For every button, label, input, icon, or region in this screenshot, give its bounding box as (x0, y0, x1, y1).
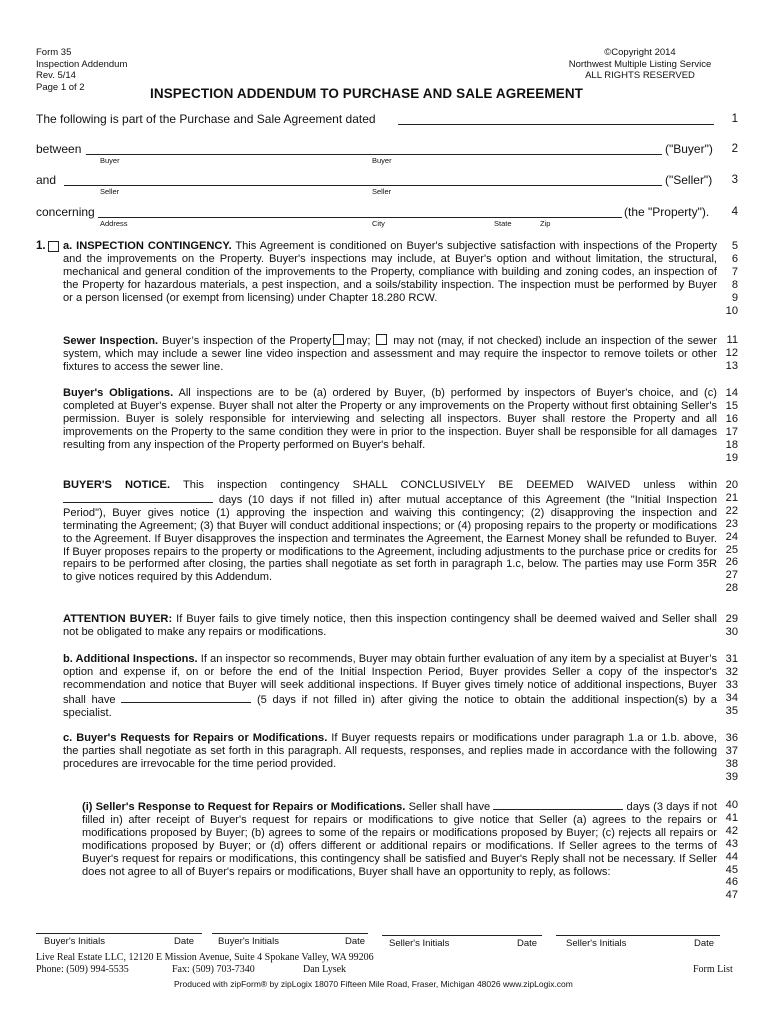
produced-by: Produced with zipForm® by zipLogix 18070 Fifteen Mile Road, Fraser, Michigan 48026 www.zipLogix.com (174, 979, 573, 989)
line-number: 22 (725, 504, 738, 517)
copyright: ©Copyright 2014 (604, 47, 676, 58)
buyer-obligations-paragraph: Buyer's Obligations. All inspections are to be (a) ordered by Buyer, (b) performed by inspectors of Buyer's choice, and (c) completed at Buyer's expense. Buyer shall not alter the Property or any improvements on the Property without first obtaining Seller's permission. Buyer is solely responsible for interviewing and selecting all inspectors. Buyer shall restore the Property and all improvements on the Property to the same condition they were in prior to the inspection. Buyer shall be responsible for all damages resulting from any inspection of the Property performed on Buyer's behalf. (63, 387, 717, 451)
line-number: 34 (725, 691, 738, 704)
property-suffix: (the "Property"). (624, 205, 710, 219)
sub-label-seller: Seller (372, 187, 392, 196)
line-number: 15 (725, 399, 738, 412)
office-phone: Phone: (509) 994-5535 (36, 964, 129, 975)
buyer-initials-field-2[interactable] (212, 933, 368, 934)
buyer-initials-label: Buyer's Initials (44, 936, 105, 947)
line-number: 5 (731, 240, 738, 252)
line-number: 2 (731, 143, 738, 155)
page-indicator: Page 1 of 2 (36, 81, 85, 93)
seller-suffix: ("Seller") (665, 173, 713, 187)
notice-days-field[interactable] (63, 492, 213, 503)
line-number: 1 (731, 113, 738, 125)
additional-inspections-paragraph: b. Additional Inspections. If an inspector so recommends, Buyer may obtain further evaluation of any item by a specialist at Buyer’s option and expense if, on or before the end of the Initial Inspection Period, Buyer provides Seller a copy of the inspector's recommendation and notice that Buyer will seek additional inspections. If Buyer gives timely notice of additional inspections, Buyer shall have (5 days if not filled in) after giving the notice to obtain the additional inspection(s) by a specialist. (63, 653, 717, 719)
line-number: 6 (731, 252, 738, 265)
state-field[interactable] (490, 217, 536, 218)
address-field[interactable] (98, 217, 368, 218)
inspection-contingency-paragraph (63, 240, 717, 305)
date-label: Date (694, 938, 715, 949)
line-number: 33 (725, 678, 738, 691)
and-label: and (36, 173, 57, 187)
buyer-initials-label: Buyer's Initials (218, 936, 279, 947)
date-label: Date (174, 936, 195, 947)
buyer-initials-field-1[interactable] (36, 933, 202, 934)
line-numbers (708, 240, 738, 317)
section-text: This Agreement is conditioned on Buyer's subjective satisfaction with inspections of the Property and the improvements on the Property. Buyer's inspections may include, at Buyer's option and without limitation, the structural, mechanical and general condition of the improvements to the Property, compliance with building and zoning codes, an inspection of the Property for hazardous materials, a pest inspection, and a soils/stability inspection. The inspection must be performed by Buyer or a person licensed (or exempt from licensing) under Chapter 18.280 RCW. (63, 240, 717, 304)
date-label: Date (517, 938, 538, 949)
sub-label-zip: Zip (540, 219, 551, 228)
sewer-may-not-checkbox[interactable] (376, 334, 387, 345)
seller-initials-field-1[interactable] (382, 935, 542, 936)
form-info (36, 47, 127, 93)
seller-response-days-field[interactable] (493, 799, 623, 810)
section-heading: b. Additional Inspections. (63, 653, 198, 665)
sub-label-buyer: Buyer (372, 156, 392, 165)
line-number: 45 (725, 863, 738, 876)
page-title: INSPECTION ADDENDUM TO PURCHASE AND SALE AGREEMENT (150, 86, 584, 101)
line-number: 21 (725, 491, 738, 504)
attention-buyer-paragraph: ATTENTION BUYER: If Buyer fails to give timely notice, then this inspection contingency shall be deemed waived and Seller shall not be obligated to make any repairs or modifications. (63, 613, 717, 638)
line-number: 17 (725, 425, 738, 438)
sub-label-state: State (494, 219, 512, 228)
seller-initials-label: Seller's Initials (566, 938, 627, 949)
buyer-suffix: ("Buyer") (665, 142, 713, 156)
line-number: 10 (725, 304, 738, 317)
rights: ALL RIGHTS RESERVED (585, 70, 695, 81)
additional-days-field[interactable] (121, 692, 251, 703)
line-number: 11 (726, 334, 738, 346)
sub-label-buyer: Buyer (100, 156, 120, 165)
section-heading: a. INSPECTION CONTINGENCY. (63, 240, 232, 252)
line-number: 3 (731, 174, 738, 186)
line-number: 37 (725, 744, 738, 757)
line-number: 26 (725, 556, 738, 569)
form-number: Form 35 (36, 47, 72, 58)
line-number: 24 (725, 530, 738, 543)
line-number: 43 (725, 837, 738, 850)
between-label: between (36, 142, 82, 156)
sewer-inspection-paragraph: Sewer Inspection. Buyer’s inspection of the Property may; may not (may, if not checked) include an inspection of the sewer system, which may include a sewer line video inspection and assessment and may require the inspector to remove toilets or other fixtures to access the sewer line. (63, 335, 717, 373)
concerning-label: concerning (36, 205, 95, 219)
line-number: 16 (725, 412, 738, 425)
line-number: 13 (725, 359, 738, 372)
line-number: 23 (725, 517, 738, 530)
line-number: 29 (725, 613, 738, 625)
copyright-block (520, 47, 760, 82)
office-address: Live Real Estate LLC, 12120 E Mission Avenue, Suite 4 Spokane Valley, WA 99206 (36, 952, 374, 963)
line-number: 31 (725, 653, 738, 665)
seller-name-field-2[interactable] (368, 185, 662, 186)
city-field[interactable] (368, 217, 490, 218)
seller-initials-label: Seller's Initials (389, 938, 450, 949)
line-numbers (708, 334, 738, 373)
line-number: 9 (731, 291, 738, 304)
line-number: 44 (725, 850, 738, 863)
line-number: 20 (725, 479, 738, 491)
section-heading: ATTENTION BUYER: (63, 613, 173, 625)
line-number: 47 (725, 889, 738, 902)
line-number: 41 (725, 811, 738, 824)
line-number: 7 (731, 265, 738, 278)
sewer-may-checkbox[interactable] (333, 334, 344, 345)
line-number: 39 (725, 770, 738, 783)
line-number: 35 (725, 704, 738, 717)
sub-label-seller: Seller (100, 187, 120, 196)
line-number: 12 (725, 346, 738, 359)
office-fax: Fax: (509) 703-7340 (172, 964, 255, 975)
seller-response-paragraph: (i) Seller's Response to Request for Repairs or Modifications. Seller shall have days (3 days if not filled in) after receipt of Buyer's request for repairs or modifications to give notice that Seller (a) agrees to the repairs or modifications proposed by Buyer; (b) agrees to some of the repairs or modifications proposed by Buyer; (c) rejects all repairs or modifications proposed by Buyer; or (d) offers different or additional repairs or modifications. If Seller agrees to the terms of Buyer's request for repairs or modifications, this contingency shall be satisfied and Buyer's Reply shall not be necessary. If Seller does not agree to all of Buyer's repairs or modifications, Buyer shall have an opportunity to reply, as follows: (82, 801, 717, 878)
seller-name-field-1[interactable] (64, 185, 368, 186)
line-numbers (708, 387, 738, 464)
agent-name: Dan Lysek (303, 964, 347, 975)
line-number: 14 (725, 387, 738, 399)
form-list-link[interactable]: Form List (693, 964, 733, 975)
line-number: 25 (725, 543, 738, 556)
line-number: 8 (731, 278, 738, 291)
line-number: 4 (731, 206, 738, 218)
section-heading: Buyer's Obligations. (63, 387, 174, 399)
contingency-checkbox[interactable] (48, 241, 59, 252)
sub-label-address: Address (100, 219, 128, 228)
buyer-name-field-2[interactable] (368, 154, 662, 155)
sub-label-city: City (372, 219, 385, 228)
line-number: 18 (725, 438, 738, 451)
section-heading: Sewer Inspection. (63, 335, 159, 347)
form-revision: Rev. 5/14 (36, 70, 76, 81)
line-number: 42 (725, 824, 738, 837)
section-heading: c. Buyer's Requests for Repairs or Modifications. (63, 732, 328, 744)
line-numbers (708, 613, 738, 639)
line-number: 36 (725, 732, 738, 744)
section-heading: BUYER'S NOTICE. (63, 479, 171, 491)
seller-initials-field-2[interactable] (556, 935, 720, 936)
line-numbers (708, 732, 738, 784)
zip-field[interactable] (536, 217, 622, 218)
agreement-date-field[interactable] (398, 124, 714, 125)
form-name: Inspection Addendum (36, 58, 128, 70)
buyers-notice-paragraph: BUYER'S NOTICE. This inspection contingency SHALL CONCLUSIVELY BE DEEMED WAIVED unless within days (10 days if not filled in) after mutual acceptance of this Agreement (the "Initial Inspection Period"), Buyer gives notice (1) approving the inspection and waiving this contingency; (2) disapproving the inspection and terminating the Agreement; (3) that Buyer will conduct additional inspections; or (4) proposing repairs to the property or modifications to the Agreement. If Buyer disapproves the inspection and terminates the Agreement, the Earnest Money shall be refunded to Buyer. If Buyer proposes repairs to the property or modifications to the Agreement, including adjustments to the purchase price or credits for repairs to be performed after closing, the parties shall negotiate as set forth in paragraph 1.c, below. The parties may use Form 35R to give notices required by this Addendum. (63, 479, 718, 584)
line-number: 27 (725, 569, 738, 582)
line-number: 46 (725, 876, 738, 889)
line-number: 32 (725, 665, 738, 678)
organization: Northwest Multiple Listing Service (568, 58, 712, 70)
repair-requests-paragraph: c. Buyer's Requests for Repairs or Modifications. If Buyer requests repairs or modifications under paragraph 1.a or 1.b. above, the parties shall negotiate as set forth in this paragraph. All requests, responses, and replies made in accordance with the following procedures are irrevocable for the time period provided. (63, 732, 717, 770)
line-numbers (708, 479, 738, 595)
line-numbers (708, 653, 738, 718)
line-number: 40 (725, 799, 738, 811)
line-number: 38 (725, 757, 738, 770)
section-number: 1. (36, 240, 46, 252)
dated-label: The following is part of the Purchase and Sale Agreement dated (36, 112, 376, 126)
buyer-name-field-1[interactable] (86, 154, 368, 155)
line-number: 28 (725, 582, 738, 595)
date-label: Date (345, 936, 366, 947)
line-numbers (708, 799, 738, 902)
section-heading: (i) Seller's Response to Request for Repairs or Modifications. (82, 801, 406, 813)
line-number: 30 (725, 625, 738, 638)
line-number: 19 (725, 451, 738, 464)
